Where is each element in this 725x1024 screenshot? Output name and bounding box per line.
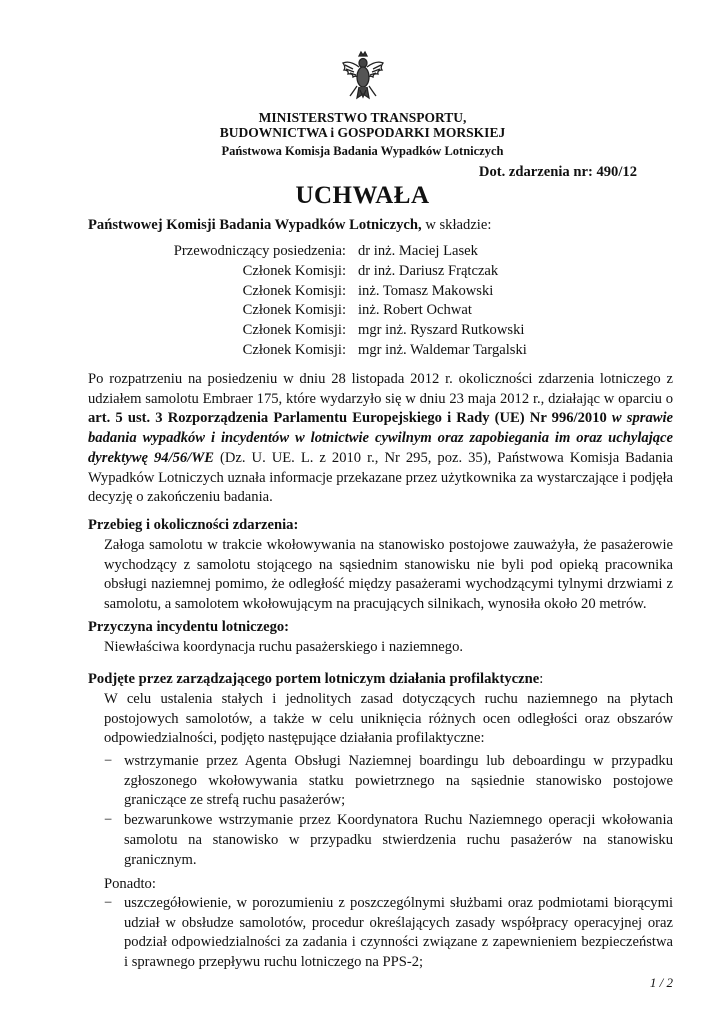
dash-bullet: − xyxy=(104,753,113,769)
section-heading-course: Przebieg i okoliczności zdarzenia: xyxy=(88,517,299,533)
moreover-label: Ponadto: xyxy=(104,876,156,892)
member-row xyxy=(150,262,527,282)
commission-name: Państwowa Komisja Badania Wypadków Lotniczych xyxy=(221,144,504,158)
actions-list xyxy=(104,752,673,870)
section-text-cause: Niewłaściwa koordynacja ruchu pasażerskiego i naziemnego. xyxy=(104,639,464,655)
member-name: dr inż. Maciej Lasek xyxy=(358,243,478,259)
dash-bullet: − xyxy=(104,812,113,829)
member-row xyxy=(150,301,527,321)
list-item xyxy=(104,811,673,870)
intro-regulation-bold: art. 5 ust. 3 Rozporządzenia Parlamentu Europejskiego i Rady (UE) Nr 996/2010 xyxy=(88,410,607,427)
dash-bullet: − xyxy=(104,895,113,911)
member-name: dr inż. Dariusz Frątczak xyxy=(358,262,499,279)
member-row xyxy=(150,282,527,302)
member-role: Członek Komisji: xyxy=(242,341,346,358)
section-heading-cause: Przyczyna incydentu lotniczego: xyxy=(88,619,290,635)
incident-reference: Dot. zdarzenia nr: 490/12 xyxy=(478,164,637,180)
list-item-text: bezwarunkowe wstrzymanie przez Koordynatora Ruchu Naziemnego operacji wkołowania samolotu na stanowisko w przypadku stwierdzenia ruchu pasażerów na stanowisku granicznym. xyxy=(124,812,673,868)
member-name: inż. Tomasz Makowski xyxy=(358,282,494,299)
list-item-text: uszczegółowienie, w porozumieniu z poszczególnymi służbami oraz podmiotami biorącymi udział w obsłudze samolotów, procedur określających zasady współpracy operacyjnej oraz podział odpowiedzialności za zadania i czynności związane z zapewnieniem bezpieczeństwa i sprawnego przepływu ruchu lotniczego na PPS-2; xyxy=(124,895,673,971)
member-name: mgr inż. Waldemar Targalski xyxy=(358,341,527,358)
page-number: 1 / 2 xyxy=(649,975,673,990)
list-item-text: wstrzymanie przez Agenta Obsługi Naziemnej boardingu lub deboardingu w przypadku zgłoszonego wkołowywania statku powietrznego na sąsiednie stanowisko postojowe graniczące ze strefą ruchu pasażerów; xyxy=(124,753,673,809)
member-role: Członek Komisji: xyxy=(242,282,346,299)
ministry-name-line1: MINISTERSTWO TRANSPORTU, xyxy=(258,110,467,125)
intro-regulation-title: w sprawie badania wypadków i incydentów w lotnictwie cywilnym oraz zapobiegania im oraz uchylające dyrektywę 94/56/WE xyxy=(88,410,674,466)
member-name: inż. Robert Ochwat xyxy=(358,302,472,319)
actions-heading-text: Podjęte przez zarządzającego portem lotniczym działania profilaktyczne xyxy=(88,671,540,687)
member-role: Członek Komisji: xyxy=(242,322,346,339)
composition-bold: Państwowej Komisji Badania Wypadków Lotniczych, xyxy=(88,217,422,233)
section-text-actions: W celu ustalenia stałych i jednolitych zasad dotyczących ruchu naziemnego na płytach postojowych samolotów, a także w celu uniknięcia różnych ocen odległości oraz obszarów odpowiedzialności, podjęto następujące działania profilaktyczne: xyxy=(104,691,673,747)
ministry-name-line2: BUDOWNICTWA i GOSPODARKI MORSKIEJ xyxy=(219,125,506,140)
document-title: UCHWAŁA xyxy=(295,182,430,209)
member-role: Przewodniczący posiedzenia: xyxy=(173,243,346,259)
section-heading-actions xyxy=(88,670,543,690)
composition-rest: w składzie: xyxy=(421,217,492,233)
member-role: Członek Komisji: xyxy=(242,262,346,279)
intro-paragraph xyxy=(88,370,673,508)
polish-eagle-emblem-icon xyxy=(340,50,386,100)
member-row xyxy=(150,321,527,341)
intro-text-2: (Dz. U. UE. L. z 2010 r., Nr 295, poz. 35), Państwowa Komisja Badania Wypadków Lotniczych uznała informacje przekazane przez użytkownika za wystarczające i podjęła decyzję o zakończeniu badania. xyxy=(88,449,673,506)
member-row xyxy=(150,341,527,361)
members-table xyxy=(150,242,527,361)
list-item xyxy=(104,894,673,973)
member-row xyxy=(150,242,527,262)
member-role: Członek Komisji: xyxy=(242,302,346,319)
list-item xyxy=(104,752,673,811)
section-text-course: Załoga samolotu w trakcie wkołowywania na stanowisko postojowe zauważyła, że pasażerowie wychodzący z samolotu stojącego na sąsiednim stanowisku nie byli pod opieką pracownika obsługi naziemnej pomimo, że odległość między pasażerami wychodzącymi tylnymi drzwiami z samolotu, a samolotem wkołowującym na pracujących silnikach, wynosiła około 20 metrów. xyxy=(104,537,673,613)
actions-heading-colon: : xyxy=(539,671,544,687)
intro-text-1: Po rozpatrzeniu na posiedzeniu w dniu 28 listopada 2012 r. okoliczności zdarzenia lotniczego z udziałem samolotu Embraer 175, które wydarzyło się w dniu 23 maja 2012 r., działając w oparciu o xyxy=(88,371,673,407)
member-name: mgr inż. Ryszard Rutkowski xyxy=(358,322,525,339)
composition-line xyxy=(88,216,648,236)
more-actions-list xyxy=(104,894,673,973)
